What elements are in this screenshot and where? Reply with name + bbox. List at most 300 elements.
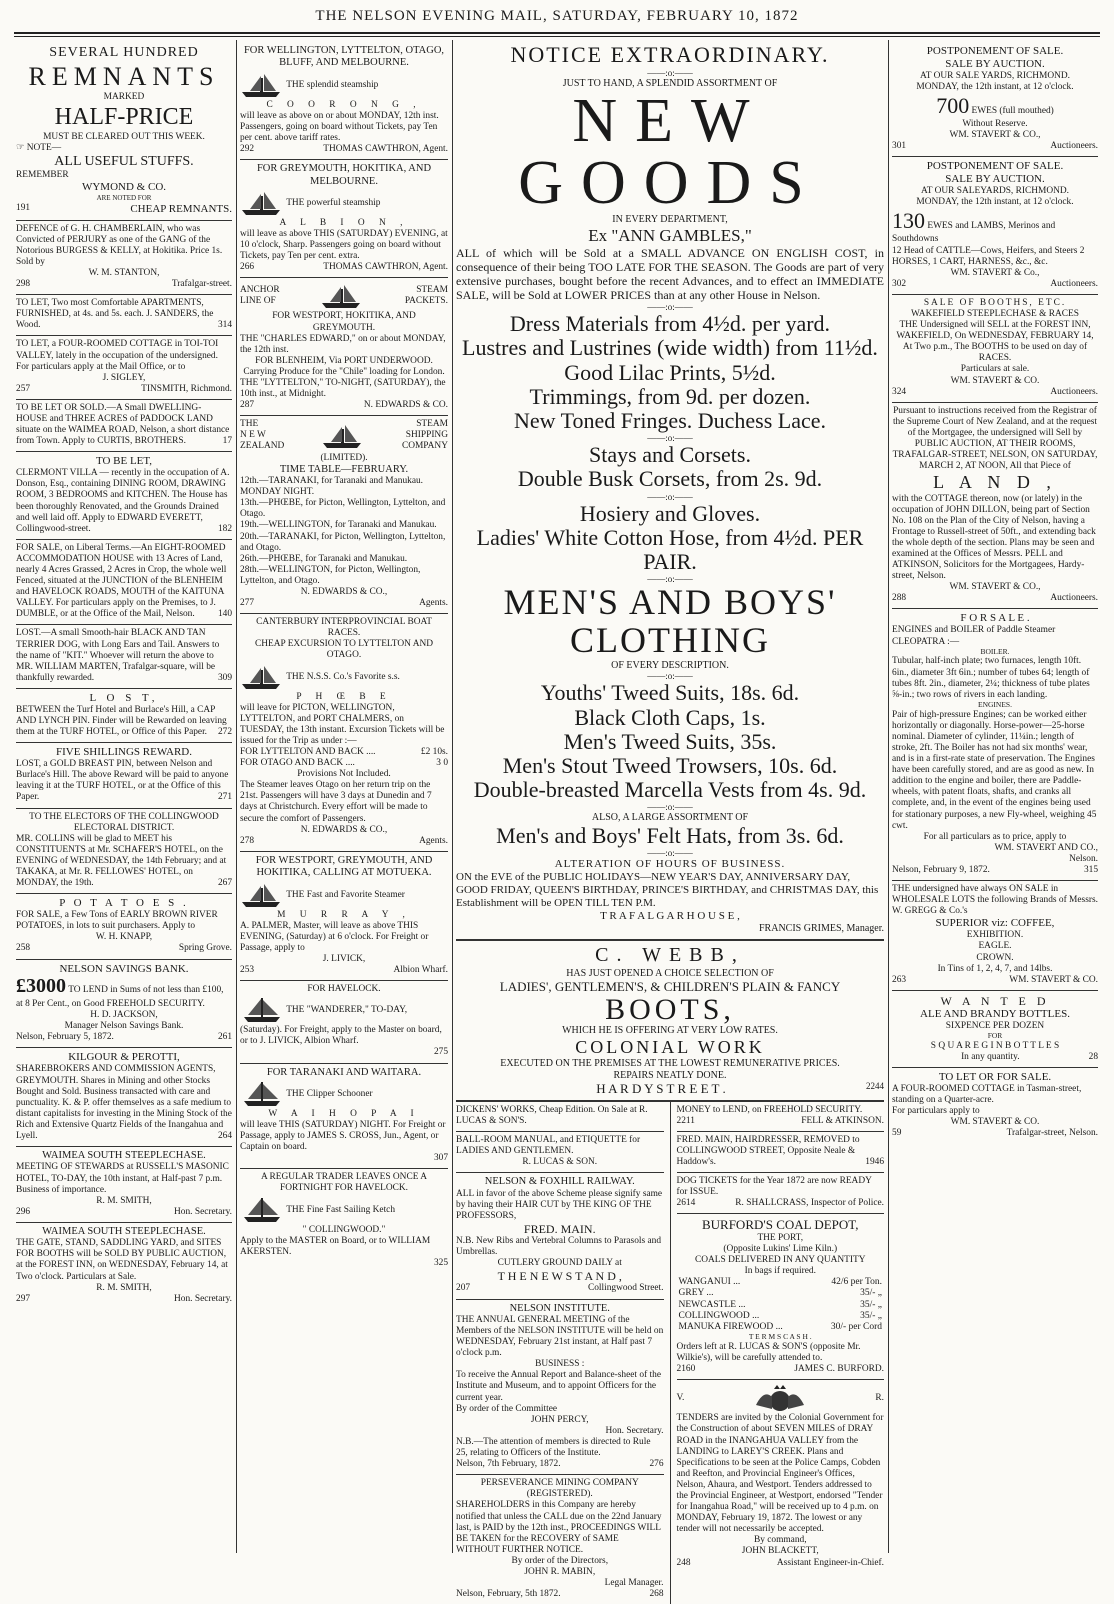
steamship-icon (320, 281, 364, 311)
savings-bank-ad (16, 960, 232, 1049)
steamship-icon (321, 421, 365, 451)
ad-line: AT OUR SALE YARDS, RICHMOND. (919, 70, 1070, 81)
column-3 (456, 42, 884, 1600)
ad-name: THOMAS CAWTHRON, Agent. (323, 144, 448, 155)
ad-line: THE PORT, (757, 1232, 804, 1243)
ad-number: 309 (217, 672, 232, 683)
boat-races-ad (240, 614, 448, 852)
ship-name: C O O R O N G , (266, 99, 422, 110)
divider: ——:o:—— (647, 802, 693, 813)
ad-role: Agents. (419, 598, 448, 609)
ad-text: SHAREHOLDERS in this Company are hereby notified that unless the CALL due on the 22nd January last, is PAID by the 12th inst., PROCEEDINGS WILL BE TAKEN for the RECOVERY of SAME WITHOUT FURTHER NOTICE. (456, 1500, 662, 1555)
ship-name: W A I H O P A I (268, 1108, 420, 1119)
steamship-icon (240, 188, 284, 218)
ad-line: ALL USEFUL STUFFS. (54, 153, 194, 169)
remnants-ad (16, 42, 232, 221)
ad-heading: FOR GREYMOUTH, HOKITIKA, AND MELBOURNE. (256, 163, 432, 187)
ad-number: 268 (649, 1589, 664, 1600)
ad-text: FOR BLENHEIM, Via PORT UNDERWOOD. Carrying Produce for the "Chile" loading for London. (243, 355, 445, 377)
ad-name: WM. STAVERT & CO. (950, 375, 1040, 386)
ad-line: OF EVERY DESCRIPTION. (611, 659, 729, 671)
ad-number: 302 (892, 278, 907, 289)
ad-text: N.B. New Ribs and Vertebral Columns to Parasols and Umbrellas. (456, 1236, 662, 1258)
institute-ad (456, 1300, 664, 1476)
ad-name: W. M. STANTON, (88, 267, 160, 278)
coal-price: 35/- „ (860, 1299, 882, 1310)
timetable-item: 28th.—WELLINGTON, for Picton, Wellington, Lyttelton, and Otago. (240, 564, 421, 586)
ad-line: For particulars apply to (892, 1106, 980, 1117)
ad-name: FRED. MAIN. (523, 1221, 596, 1236)
ad-text: FOR SALE, a Few Tons of EARLY BROWN RIVER POTATOES, in lots to suit purchasers. Apply to (16, 910, 218, 932)
ship-name: A L B I O N , (279, 217, 409, 228)
timetable-item: 26th.—PHŒBE, for Taranaki and Manukau. (240, 553, 408, 564)
price-line: Stays and Corsets. (589, 442, 751, 468)
ad-text: Orders left at R. LUCAS & SON'S (opposite Mr. Wilkie's), will be carefully attended to. (676, 1342, 861, 1364)
price-line: Lustres and Lustrines (wide width) from 11½d. (462, 335, 878, 361)
ad-line: STEAM (416, 285, 448, 296)
divider: ——:o:—— (647, 67, 693, 78)
ad-role: Auctioneers. (1050, 386, 1098, 397)
ad-number: 298 (16, 279, 31, 290)
ad-name: JAMES C. BURFORD. (794, 1364, 884, 1375)
ad-subheading: WAKEFIELD STEEPLECHASE & RACES (911, 309, 1079, 319)
ad-line: In bags if required. (744, 1266, 816, 1277)
ad-text: will leave as above THIS (SATURDAY) EVENING, at 10 o'clock, Sharp. Passengers going on board without Tickets, pay Ten per cent. extra. (240, 229, 448, 262)
ad-date: Nelson, February, 5th 1872. (456, 1589, 561, 1600)
timetable-item: 13th.—PHŒBE, for Picton, Wellington, Lyttelton, and Otago. (240, 498, 446, 520)
ad-name: WM. STAVERT & CO. (1009, 974, 1098, 985)
ad-heading: FIVE SHILLINGS REWARD. (56, 746, 192, 759)
ad-name: T R A F A L G A R H O U S E , (600, 910, 740, 923)
ad-role: Assistant Engineer-in-Chief. (776, 1557, 884, 1568)
ship-name: " COLLINGWOOD." (302, 1224, 386, 1235)
ad-text: MONEY to LEND, on FREEHOLD SECURITY. (676, 1104, 863, 1115)
ad-number: 140 (217, 609, 232, 620)
ad-line: By command, (753, 1535, 807, 1546)
ad-text: A FOUR-ROOMED COTTAGE in Tasman-street, standing on a Quarter-acre. (892, 1084, 1082, 1106)
ad-heading: KILGOUR & PEROTTI, (68, 1051, 180, 1064)
fare-value: £2 10s. (420, 747, 448, 757)
defence-ad (16, 221, 232, 296)
webb-boots-ad (456, 941, 884, 1102)
potatoes-ad (16, 894, 232, 959)
ad-role: Agents. (419, 835, 448, 846)
railway-ad (456, 1173, 664, 1299)
ad-heading: L O S T, (89, 691, 159, 704)
table-row (677, 1277, 885, 1288)
ad-text: 12 Head of CATTLE—Cows, Heifers, and Steers 2 HORSES, 1 CART, HARNESS, &c., &c. (892, 245, 1085, 267)
ad-line: ANCHOR (240, 285, 280, 296)
ad-name: T H E N E W S T A N D , (497, 1269, 622, 1284)
ad-role: Manager Nelson Savings Bank. (64, 1021, 184, 1032)
ad-heading: W A N T E D (940, 993, 1050, 1008)
ad-number: 261 (217, 1032, 232, 1043)
ad-line: R. (875, 1392, 884, 1403)
brand-name: EXHIBITION. (966, 930, 1024, 941)
coal-price: 42/6 per Ton. (831, 1277, 882, 1288)
ad-number: 296 (16, 1206, 31, 1217)
wanted-bottles-ad (892, 991, 1098, 1068)
ad-heading: NOTICE EXTRAORDINARY. (510, 42, 830, 67)
ad-number: 258 (16, 943, 31, 954)
postponement-ewes-ad (892, 42, 1098, 157)
ad-date: Nelson, 7th February, 1872. (456, 1459, 561, 1470)
ad-number: 292 (240, 144, 255, 155)
ad-role: Auctioneers. (1050, 593, 1098, 604)
ad-name: R. M. SMITH, (96, 1282, 152, 1293)
ad-text: THE Undersigned will SELL at the FOREST INN, WAKEFIELD, On WEDNESDAY, FEBRUARY 14, At Two p.m., The BOOTHS to be used on day of RACES. (896, 320, 1094, 364)
ad-number: 59 (892, 1128, 902, 1139)
ad-text: To receive the Annual Report and Balance-sheet of the Institute and Museum, and to appoint Officers for the current year. (456, 1370, 661, 1403)
brand-name: CROWN. (976, 952, 1014, 963)
ad-address: Collingwood Street. (587, 1283, 664, 1294)
ad-line: V. (676, 1392, 685, 1403)
ad-line: CUTLERY GROUND DAILY at (497, 1258, 622, 1269)
coal-type: NEWCASTLE ... (678, 1299, 746, 1310)
tolet-sold-ad (16, 400, 232, 452)
brand-name: EAGLE. (978, 941, 1012, 952)
sailing-ship-icon (240, 1079, 284, 1109)
ad-number: 182 (217, 523, 232, 534)
ad-text: THE GATE, STAND, SADDLING YARD, and SITES FOR BOOTHS will be SOLD BY PUBLIC AUCTION, at the FOREST INN, on WEDNESDAY, February 14, at Two o'clock. Particulars at Sale. (16, 1238, 228, 1282)
clermont-villa-ad (16, 452, 232, 540)
ad-number: 2160 (676, 1364, 696, 1375)
albion-ad (240, 160, 448, 278)
ad-text: DICKENS' WORKS, Cheap Edition. On Sale at R. LUCAS & SON'S. (456, 1104, 648, 1126)
ad-name: WM. STAVERT & Co., (950, 267, 1040, 278)
ad-number: 325 (433, 1257, 448, 1268)
ad-number: 191 (16, 202, 31, 213)
ad-number: 287 (240, 400, 255, 411)
ad-text: CLERMONT VILLA — recently in the occupation of A. Donson, Esq., containing DINING ROOM, DRAWING ROOM, 3 BEDROOMS and KITCHEN. The House has been thoroughly Renovated, and the Grounds Drained and well laid off. Apply to EDWARD EVERETT, Collingwood-street. (16, 468, 230, 534)
divider: ——:o:—— (647, 433, 693, 444)
tolet-cottage-ad (16, 336, 232, 399)
ad-text: Tubular, half-inch plate; two furnaces, length 10ft. 6in., diameter 3ft 6in.; number of tubes 64; length of tubes 8ft. 2in., diameter, 2¼; thickness of tube plates ⅝-in.; two rows of rivers in each landing. (892, 656, 1090, 700)
ad-line: THE splendid steamship (286, 79, 379, 90)
anchor-line-ad (240, 278, 448, 416)
ad-text: MEETING OF STEWARDS at RUSSELL'S MASONIC HOTEL, TO-DAY, the 10th instant, at Half-past 7 p.m. Business of importance. (16, 1162, 229, 1195)
ad-name: H. D. JACKSON, (90, 1010, 158, 1021)
ad-line: SIXPENCE PER DOZEN (945, 1020, 1045, 1031)
ad-line: Particulars at sale. (960, 364, 1030, 375)
ad-text: DEFENCE of G. H. CHAMBERLAIN, who was Convicted of PERJURY as one of the GANG of the Notorious BURGESS & KELLY, at Hokitika. Price 1s. Sold by (16, 223, 223, 267)
ad-number: 271 (217, 792, 232, 803)
ad-heading: NELSON & FOXHILL RAILWAY. (484, 1176, 635, 1188)
ad-line: By order of the Committee (456, 1403, 558, 1414)
price-line: Ladies' White Cotton Hose, from 4½d. PER PAIR. (476, 524, 864, 574)
murray-ad (240, 852, 448, 981)
ad-line: (LIMITED). (320, 452, 368, 463)
ad-heading: PERSEVERANCE MINING COMPANY (REGISTERED). (480, 1478, 639, 1500)
ad-name: THOMAS CAWTHRON, Agent. (323, 262, 448, 273)
ad-subheading: CHEAP EXCURSION TO LYTTELTON AND OTAGO. (254, 639, 434, 661)
booths-sale-ad (892, 295, 1098, 403)
ad-number: 276 (649, 1459, 664, 1470)
money-ad (677, 1102, 885, 1132)
ad-text: BALL-ROOM MANUAL, and ETIQUETTE for LADIES AND GENTLEMEN. (456, 1134, 641, 1156)
ship-name: M U R R A Y , (277, 909, 411, 920)
ad-line: NOTE— (26, 142, 62, 153)
ad-line: STEAM (416, 419, 448, 430)
ad-name: R. LUCAS & SON. (522, 1157, 598, 1168)
divider: ——:o:—— (647, 302, 693, 313)
price-line: Good Lilac Prints, 5½d. (564, 359, 776, 385)
ad-number: 272 (217, 727, 232, 738)
ad-line: CHEAP REMNANTS. (130, 202, 232, 215)
royal-crest-icon (750, 1383, 810, 1413)
ad-text: TO LET, Two most Comfortable APARTMENTS, FURNISHED, at 4s. and 5s. each. J. SANDERS, the Wood. (16, 298, 214, 331)
ad-text: ALL of which will be Sold at a SMALL ADVANCE ON ENGLISH COST, in consequence of their being TOO LATE FOR THE SEASON. The Goods are part of very extensive purchases, bought before the recent Advances, and to effect an IMMEDIATE SALE, will be Sold at LOWER PRICES than at any other House in Nelson. (456, 245, 884, 303)
ad-text: TO LET, a FOUR-ROOMED COTTAGE in TOI-TOI VALLEY, lately in the occupation of the undersigned. For particulars apply at the Mail Office, or to (16, 339, 219, 372)
wanderer-ad (240, 981, 448, 1063)
ad-number: 264 (217, 1130, 232, 1141)
lost-cap-ad (16, 689, 232, 743)
ad-heading: L A N D , (933, 472, 1057, 493)
ad-line: THE Clipper Schooner (286, 1089, 373, 1100)
ad-number: 263 (892, 974, 907, 985)
ad-line: EWES and LAMBS, Merinos and Southdowns (892, 221, 1056, 245)
ad-heading: F O R S A L E . (960, 612, 1030, 625)
fare-value: 3 0 (436, 758, 448, 769)
ad-heading: TIME TABLE—FEBRUARY. (279, 463, 409, 475)
ad-text: THE ANNUAL GENERAL MEETING of the Members of the NELSON INSTITUTE will be held on WEDNESDAY, February 21st instant, at Half past 7 o'clock p.m. (456, 1314, 664, 1359)
price-line: Men's and Boys' Felt Hats, from 3s. 6d. (496, 823, 844, 849)
ad-role: Hon. Secretary. (174, 1293, 232, 1304)
ad-role: Hon. Secretary. (605, 1425, 664, 1436)
ad-text: Pursuant to instructions received from the Registrar of the Supreme Court of New Zealand, and at the request of the Mortgagee, the undersigned will Sell by PUBLIC AUCTION, AT THEIR ROOMS, TRAFALGAR-STREET, NELSON, ON SATURDAY, MARCH 2, AT NOON, All that Piece of (892, 405, 1098, 472)
ad-line: HAS JUST OPENED A CHOICE SELECTION OF (566, 967, 774, 979)
ad-address: Albion Wharf. (393, 965, 448, 976)
tolet-apartments-ad (16, 295, 232, 336)
ad-number: 207 (456, 1283, 471, 1294)
cottage-tolet-ad (892, 1068, 1098, 1143)
ad-line: THE Fast and Favorite Steamer (286, 889, 405, 900)
column-4 (892, 42, 1098, 1553)
postponement-lambs-ad (892, 157, 1098, 295)
ad-line: For all particulars as to price, apply to (923, 831, 1067, 842)
ad-name: JOHN BLACKETT, (741, 1546, 819, 1557)
ad-text: FOR SALE, on Liberal Terms.—An EIGHT-ROOMED ACCOMMODATION HOUSE with 13 Acres of Land, nearly 4 Acres Grassed, 2 Acres in Crop, the whole well Fenced, situated at the JUNCTION of the BLENHEIM and HAVELOCK ROADS, MOUTH of the KAITUNA VALLEY. For particulars apply on the Premises, to J. DUMBLE, or at the Office of the Mail, Nelson. (16, 542, 227, 620)
ad-heading: FOR WESTPORT, HOKITIKA, AND GREYMOUTH. (272, 311, 416, 333)
timetable-item: 12th.—TARANAKI, for Taranaki and Manukau. MONDAY NIGHT. (240, 476, 424, 498)
coal-type: GREY ... (678, 1288, 714, 1299)
masthead-rule-2 (14, 36, 1100, 37)
price-line: Men's Stout Tweed Trowsers, 10s. 6d. (502, 753, 838, 779)
price-line: Men's Tweed Suits, 35s. (563, 728, 777, 754)
cooroong-ad (240, 42, 448, 160)
pointing-hand-icon: ☞ (16, 142, 25, 153)
ad-line: WHICH HE IS OFFERING AT VERY LOW RATES. (562, 1024, 778, 1036)
ad-line: ALSO, A LARGE ASSORTMENT OF (591, 812, 749, 824)
ad-text: TO LEND in Sums of not less than £100, at 8 Per Cent., on Good FREEHOLD SECURITY. (16, 985, 224, 1010)
ad-line: AT OUR SALEYARDS, RICHMOND. (920, 186, 1070, 197)
ad-name: WM. STAVERT & CO. (950, 1117, 1040, 1128)
ad-name: WM. STAVERT & CO., (949, 130, 1041, 141)
ad-text: ALE AND BRANDY BOTTLES. (920, 1007, 1070, 1020)
hairdresser-ad (677, 1132, 885, 1173)
coal-type: WANGANUI ... (678, 1277, 741, 1288)
ad-heading: FOR HAVELOCK. (307, 984, 381, 995)
steeplechase-stewards-ad (16, 1147, 232, 1223)
ad-heading: A REGULAR TRADER LEAVES ONCE A FORTNIGHT FOR HAVELOCK. (260, 1172, 428, 1194)
ad-number: 301 (892, 141, 907, 152)
ad-text: TENDERS are invited by the Colonial Government for the Construction of about SEVEN MILES of DRAY ROAD in the INANGAHUA VALLEY from the LANDING to LAREY'S CREEK. Plans and Specifications to be seen at the Police Camps, Cobden and Reefton, and Provincial Engineer's Offices, Nelson, Ahaura, and Westport. Tenders addressed to the Provincial Engineer, at Westport, endorsed "Tender for Inangahua Road," will be received up to 4 p.m. on MONDAY, February 19, 1872. The lowest or any tender will not necessarily be accepted. (676, 1413, 884, 1535)
ad-text: Apply to the MASTER on Board, or to WILLIAM AKERSTEN. (240, 1235, 431, 1257)
ad-number: 266 (240, 262, 255, 273)
ad-heading: FOR TARANAKI AND WAITARA. (266, 1066, 422, 1078)
ad-line: JUST TO HAND, A SPLENDID ASSORTMENT OF (562, 77, 778, 89)
engines-sale-ad (892, 609, 1098, 881)
nz-shipping-ad (240, 416, 448, 614)
ad-heading: WAIMEA SOUTH STEEPLECHASE. (42, 1150, 206, 1162)
ad-heading: C. WEBB, (595, 944, 745, 967)
ad-line: EWES (full mouthed) (971, 106, 1054, 117)
ad-address: TINSMITH, Richmond. (141, 383, 232, 394)
steamship-icon (240, 662, 284, 692)
ad-heading: POSTPONEMENT OF SALE. (926, 45, 1064, 57)
ad-name: FELL & ATKINSON. (801, 1115, 884, 1126)
ad-name: N. EDWARDS & CO., (300, 586, 388, 597)
ad-line: THE Fine Fast Sailing Ketch (286, 1204, 396, 1215)
price-line: Double Busk Corsets, from 2s. 9d. (517, 466, 823, 492)
ad-heading: SALE OF BOOTHS, ETC. (923, 297, 1067, 308)
ad-number: 253 (240, 965, 255, 976)
ad-line: LADIES', GENTLEMEN'S, & CHILDREN'S PLAIN & FANCY (499, 979, 841, 995)
ad-line: MUST BE CLEARED OUT THIS WEEK. (43, 131, 205, 142)
ad-heading: TO LET OR FOR SALE. (938, 1071, 1052, 1084)
ad-line: Without Reserve. (962, 119, 1028, 130)
ad-heading: ALTERATION OF HOURS OF BUSINESS. (554, 858, 786, 871)
divider: ——:o:—— (647, 671, 693, 682)
ad-number: 277 (240, 598, 255, 609)
ad-line: T E R M S C A S H . (748, 1332, 812, 1342)
electors-ad (16, 809, 232, 895)
ad-line: Provisions Not Included. (297, 769, 391, 780)
ad-number: 267 (217, 878, 232, 889)
ad-text: ENGINES and BOILER of Paddle Steamer CLEOPATRA :— (892, 625, 1056, 647)
ship-name: P H Œ B E (296, 691, 392, 702)
table-row (677, 1300, 885, 1311)
ad-line: THE powerful steamship (286, 198, 381, 209)
ad-line: THE N.S.S. Co.'s Favorite s.s. (286, 671, 400, 682)
ad-text: will leave as above on or about MONDAY, 12th inst. Passengers, going on board without Tickets, pay Ten per cent. above tariff rates. (240, 110, 439, 144)
ad-line: COALS DELIVERED IN ANY QUANTITY (695, 1254, 866, 1265)
timetable-item: 19th.—WELLINGTON, for Taranaki and Manukau. (240, 520, 437, 531)
ad-line: COMPANY (401, 441, 448, 452)
ad-number: 288 (892, 593, 907, 604)
ad-number: 248 (676, 1557, 691, 1568)
masthead-rule (14, 32, 1100, 34)
ad-address: H A R D Y S T R E E T . (596, 1081, 726, 1097)
ad-text: N.B.—The attention of members is directed to Rule 25, relating to Officers of the Institute. (456, 1436, 651, 1459)
ad-line: ZEALAND (240, 441, 285, 452)
ad-line: BUSINESS : (535, 1359, 585, 1370)
ad-heading: MEN'S AND BOYS' CLOTHING (503, 582, 837, 660)
timetable-item: 20th.—TARANAKI, for Picton, Wellington, Lyttelton, and Otago. (240, 531, 446, 553)
ad-number: 278 (240, 835, 255, 846)
ad-name: N. EDWARDS & CO. (363, 400, 448, 411)
ad-number: 2614 (676, 1198, 696, 1209)
brand-name: SUPERIOR viz: COFFEE, (935, 917, 1055, 930)
ad-number: 257 (16, 383, 31, 394)
dog-tickets-ad (677, 1173, 885, 1214)
coal-type: MANUKA FIREWOOD ... (678, 1321, 783, 1332)
tenders-ad (677, 1380, 885, 1572)
ad-heading: BURFORD'S COAL DEPOT, (701, 1217, 859, 1233)
ad-text: The Steamer leaves Otago on her return trip on the 21st. Passengers will have 3 days at Dunedin and 7 days at Christchurch. Every effort will be made to secure the comfort of Passengers. (240, 780, 432, 824)
ad-name: J. LIVICK, (322, 953, 366, 964)
divider: ——:o:—— (647, 848, 693, 859)
ad-line: PACKETS. (404, 296, 448, 307)
ad-text: THE "WANDERER," TO-DAY, (Saturday). For Freight, apply to the Master on board, or to J. LIVICK, Albion Wharf. (240, 1005, 442, 1047)
table-row (677, 1288, 885, 1299)
ad-address: Nelson. (1069, 853, 1098, 864)
ad-heading: FOR WELLINGTON, LYTTELTON, OTAGO, BLUFF, AND MELBOURNE. (243, 45, 445, 69)
ad-role: Legal Manager. (604, 1578, 664, 1589)
accommodation-house-ad (16, 540, 232, 626)
ad-line: S Q U A R E G I N B O T T L E S (930, 1040, 1060, 1051)
price-line: Trimmings, from 9d. per dozen. (529, 383, 811, 409)
ad-name: R. M. SMITH, (96, 1195, 152, 1206)
ad-text: BETWEEN the Turf Hotel and Burlace's Hill, a CAP AND LYNCH PIN. Finder will be Rewarded on leaving them at the TURF HOTEL, or Office of this Paper. (16, 704, 227, 738)
column-2 (240, 42, 448, 1553)
ad-heading: COLONIAL WORK (575, 1036, 765, 1057)
ad-name: JOHN R. MABIN, (524, 1566, 596, 1577)
ad-text: with the COTTAGE thereon, now (or lately) in the occupation of JOHN DILLON, being part of Section No. 108 on the Plan of the City of Nelson, having a Frontage to Russell-street of 50ft., and extending back the whole depth of the section. Plans may be seen and examined at the Offices of Messrs. PELL and ATKINSON, Solicitors for the Mortgagees, Hardy-street, Nelson. (892, 493, 1096, 582)
ad-address: Spring Grove. (178, 943, 232, 954)
ad-amount: £3000 (16, 975, 66, 998)
sailing-ship-icon (240, 1195, 284, 1225)
column-divider (888, 40, 889, 1553)
kilgour-ad (16, 1048, 232, 1147)
ad-amount: 700 (936, 93, 970, 119)
ad-text: LOST.—A small Smooth-hair BLACK AND TAN TERRIER DOG, with Long Ears and Tail. Answers to the name of "KIT." Whoever will return the above to MR. WILLIAM MARTEN, Trafalgar-square, will be thankfully rewarded. (16, 628, 220, 683)
ad-number: 17 (222, 436, 232, 447)
ad-text: will leave for PICTON, WELLINGTON, LYTTELTON, and PORT CHALMERS, on TUESDAY, the 13th instant. Excursion Tickets will be issued for the Trip as under :— (240, 702, 445, 746)
ad-line: EXECUTED ON THE PREMISES AT THE LOWEST REMUNERATIVE PRICES. (500, 1057, 840, 1069)
ad-name: WYMOND & CO. (81, 181, 167, 194)
ad-heading: NELSON SAVINGS BANK. (59, 962, 189, 975)
ad-text: ON the EVE of the PUBLIC HOLIDAYS—NEW YEAR'S DAY, ANNIVERSARY DAY, GOOD FRIDAY, QUEEN'S BIRTHDAY, PRINCE'S BIRTHDAY, and CHRISTMAS DAY, this Establishment will be OPEN TILL TEN P.M. (456, 871, 879, 910)
ad-name: FRANCIS GRIMES, Manager. (758, 923, 884, 935)
ad-text: FRED. MAIN, HAIRDRESSER, REMOVED to COLLINGWOOD STREET, Opposite Neale & Haddow's. (676, 1134, 860, 1168)
divider: ——:o:—— (647, 574, 693, 585)
ad-line: IN EVERY DEPARTMENT, (612, 213, 728, 225)
column-3-subcolumns (456, 1102, 884, 1604)
ad-number: 2211 (676, 1115, 695, 1126)
ad-heading: BOOTS, (605, 992, 735, 1026)
ad-heading: TO BE LET, (95, 455, 153, 468)
ad-text: A. PALMER, Master, will leave as above THIS EVENING, (Saturday) at 6 o'clock. For Freight or Passage, apply to (240, 920, 429, 953)
ad-name: JOHN PERCY, (530, 1414, 589, 1425)
masthead: THE NELSON EVENING MAIL, SATURDAY, FEBRUARY 10, 1872 (315, 8, 799, 24)
ballroom-ad (456, 1132, 664, 1173)
coal-price-table (677, 1277, 885, 1333)
divider: ——:o:—— (647, 491, 693, 502)
ad-subheading: SALE BY AUCTION. (945, 173, 1045, 186)
ad-heading: NELSON INSTITUTE. (509, 1302, 610, 1314)
ad-heading: WAIMEA SOUTH STEEPLECHASE. (42, 1225, 206, 1237)
ad-line: In any quantity. (961, 1051, 1020, 1062)
ad-name: WM. STAVERT & CO., (949, 582, 1041, 593)
ad-role: Hon. Secretary. (174, 1206, 232, 1217)
ad-text: THE undersigned have always ON SALE in WHOLESALE LOTS the following Brands of Messrs. W. GREGG & Co.'s (892, 884, 1098, 917)
ad-text: THE "LYTTELTON," TO-NIGHT, (SATURDAY), the 10th inst., at Midnight. (240, 378, 446, 400)
coal-price: 35/- „ (860, 1310, 882, 1321)
collingwood-ketch-ad (240, 1169, 448, 1273)
ad-text: THE "CHARLES EDWARD," on or about MONDAY, the 12th inst. (240, 333, 446, 355)
steeplechase-auction-ad (16, 1223, 232, 1309)
